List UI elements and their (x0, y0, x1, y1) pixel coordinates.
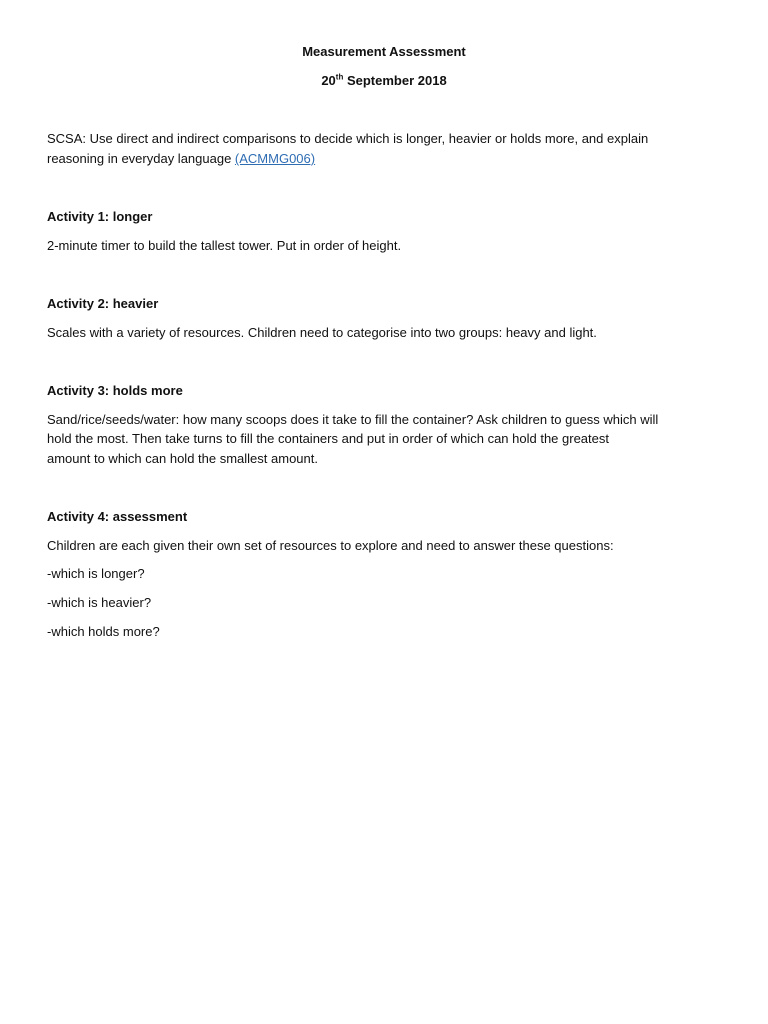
acmmg006-link[interactable]: (ACMMG006) (234, 151, 316, 166)
activity-3-line-1: Sand/rice/seeds/water: how many scoops does it take to fill the container? Ask children to guess which will (47, 412, 659, 427)
scsa-line-2-text: reasoning in everyday language (47, 151, 235, 166)
date-suffix: th (335, 72, 344, 82)
question-longer: -which is longer? (47, 566, 145, 581)
question-heavier: -which is heavier? (47, 595, 152, 610)
question-holds-more: -which holds more? (47, 624, 160, 639)
date-rest: September 2018 (343, 73, 447, 88)
activity-2-heading: Activity 2: heavier (47, 296, 159, 311)
activity-4-line-1: Children are each given their own set of resources to explore and need to answer these questions: (47, 538, 614, 553)
document-title: Measurement Assessment (302, 44, 466, 59)
activity-3-line-2: hold the most. Then take turns to fill the containers and put in order of which can hold the greatest (47, 431, 609, 446)
document-date (0, 73, 768, 88)
scsa-line-2 (47, 149, 737, 169)
activity-2-line-1: Scales with a variety of resources. Children need to categorise into two groups: heavy and light. (47, 325, 597, 340)
activity-4-heading: Activity 4: assessment (47, 509, 188, 524)
scsa-line-1: SCSA: Use direct and indirect comparisons to decide which is longer, heavier or holds more, and explain (47, 131, 649, 146)
activity-3-line-3: amount to which can hold the smallest amount. (47, 451, 318, 466)
activity-3-heading: Activity 3: holds more (47, 383, 183, 398)
activity-1-heading: Activity 1: longer (47, 209, 153, 224)
activity-1-line-1: 2-minute timer to build the tallest tower. Put in order of height. (47, 238, 402, 253)
date-day: 20 (321, 73, 336, 88)
